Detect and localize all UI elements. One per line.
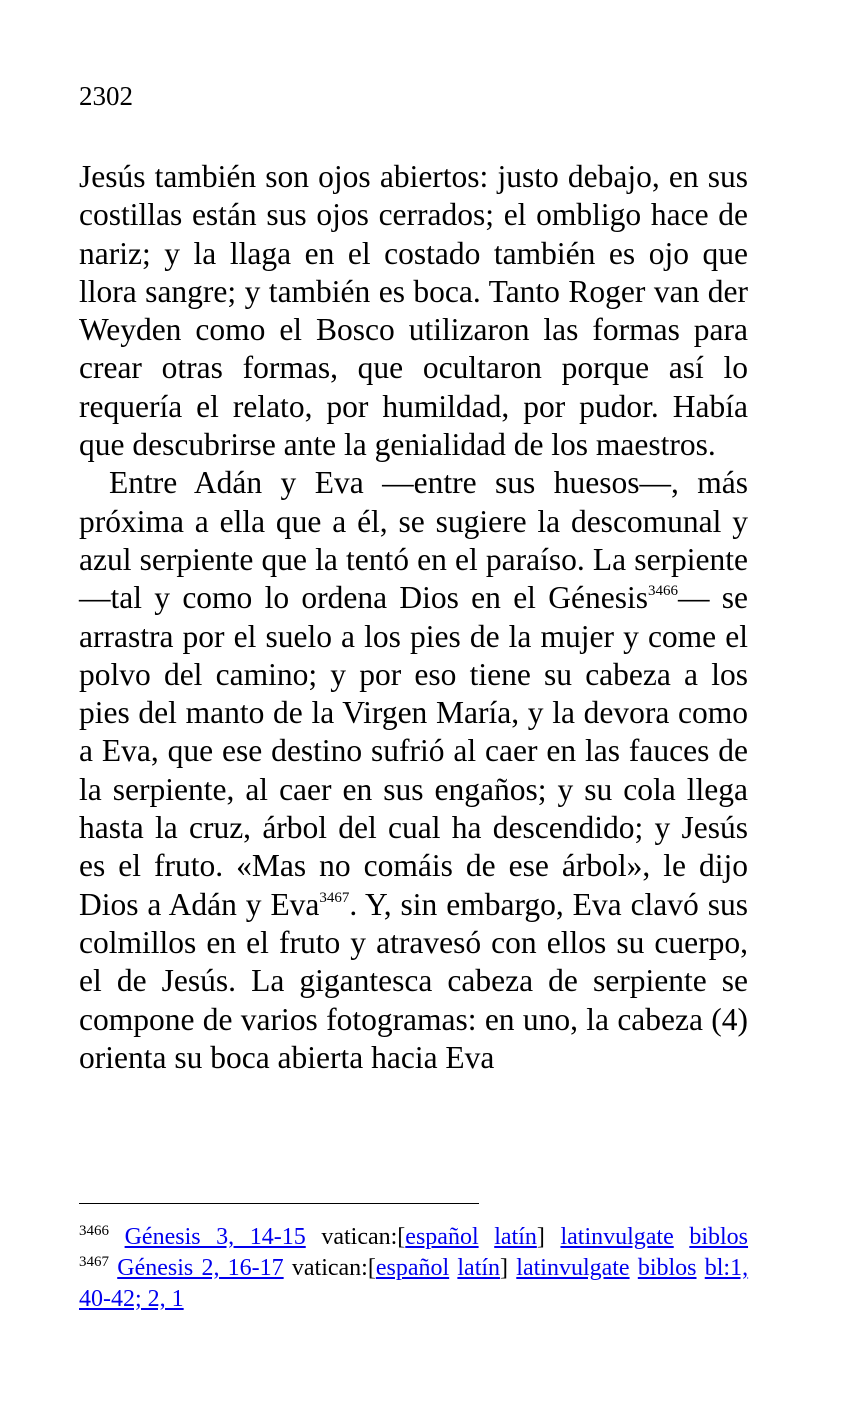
footnote-ref-3467[interactable]: 3467 bbox=[319, 889, 350, 906]
latin-link[interactable]: latín bbox=[494, 1224, 537, 1250]
latin-link[interactable]: latín bbox=[457, 1255, 501, 1281]
footnote-number: 3466 bbox=[79, 1223, 109, 1239]
footnote-number: 3467 bbox=[79, 1254, 109, 1270]
footnote-separator bbox=[79, 1203, 479, 1204]
bl-link[interactable]: bl:1, 40-42; 2, 1 bbox=[79, 1255, 749, 1312]
vatican-label: vatican:[ bbox=[321, 1224, 406, 1250]
page-number: 2302 bbox=[79, 81, 133, 111]
body-text bbox=[79, 158, 748, 1077]
paragraph-2-part-1: Entre Adán y Eva —entre sus huesos—, más próxima a ella que a él, se sugiere la descomunal y azul serpiente que la tentó en el paraíso. La serpiente —tal y como lo ordena Dios en el Génesis bbox=[79, 465, 748, 616]
vatican-close: ] bbox=[500, 1255, 509, 1281]
paragraph-1: Jesús también son ojos abiertos: justo debajo, en sus costillas están sus ojos cerrados; el ombligo hace de nariz; y la llaga en el costado también es ojo que llora sangre; y también es boca. Tanto Roger van der Weyden como el Bosco utilizaron las formas para crear otras formas, que ocultaron porque así lo requería el relato, por humildad, por pudor. Había que descubrirse ante la genialidad de los maestros. bbox=[79, 159, 748, 463]
latinvulgate-link[interactable]: latinvulgate bbox=[516, 1255, 630, 1281]
footnote-ref-3466[interactable]: 3466 bbox=[647, 583, 678, 600]
paragraph-2-part-3: . Y, sin embargo, Eva clavó sus colmillos en el fruto y atravesó con ellos su cuerpo, el de Jesús. La gigantesca cabeza de serpiente se compone de varios fotogramas: en uno, la cabeza (4) orienta su boca abierta hacia Eva bbox=[79, 886, 748, 1075]
footnote-3466 bbox=[79, 1222, 748, 1253]
genesis-link[interactable]: Génesis 2, 16-17 bbox=[117, 1255, 284, 1281]
paragraph-2-part-2: — se arrastra por el suelo a los pies de la mujer y come el polvo del camino; y por eso tiene su cabeza a los pies del manto de la Virgen María, y la devora como a Eva, que ese destino sufrió al caer en las fauces de la serpiente, al caer en sus engaños; y su cola llega hasta la cruz, árbol del cual ha descendido; y Jesús es el fruto. «Mas no comáis de ese árbol», le dijo Dios a Adán y Eva bbox=[79, 580, 749, 922]
biblos-link[interactable]: biblos bbox=[689, 1224, 749, 1250]
footnote-3467 bbox=[79, 1253, 748, 1315]
latinvulgate-link[interactable]: latinvulgate bbox=[560, 1224, 674, 1250]
vatican-close: ] bbox=[536, 1224, 545, 1250]
spanish-link[interactable]: español bbox=[375, 1255, 450, 1281]
vatican-label: vatican:[ bbox=[291, 1255, 376, 1281]
paragraph-2 bbox=[79, 464, 748, 1077]
footnotes bbox=[79, 1222, 748, 1315]
biblos-link[interactable]: biblos bbox=[637, 1255, 697, 1281]
spanish-link[interactable]: español bbox=[405, 1224, 479, 1250]
genesis-link[interactable]: Génesis 3, 14-15 bbox=[124, 1224, 306, 1250]
